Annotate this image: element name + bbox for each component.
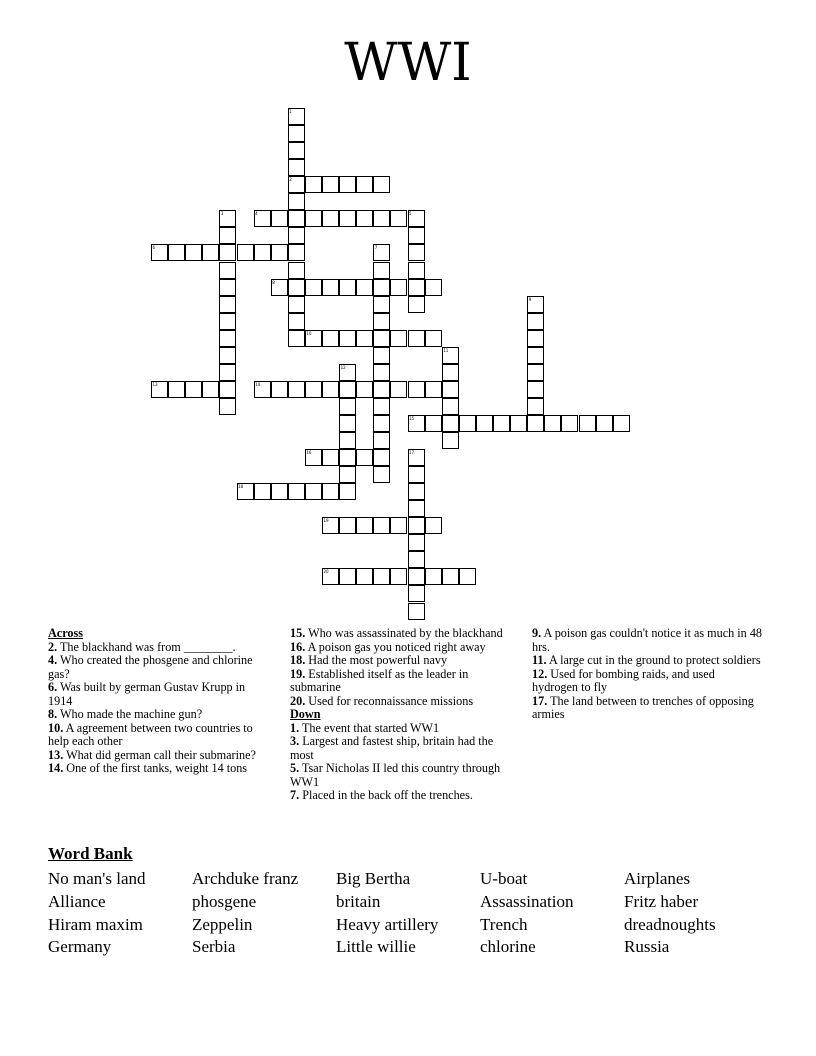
grid-cell[interactable]	[288, 193, 305, 210]
grid-cell[interactable]	[305, 279, 322, 296]
clue-item	[48, 749, 266, 763]
grid-cell[interactable]	[373, 517, 390, 534]
grid-cell[interactable]	[288, 313, 305, 330]
word-bank-item: Russia	[624, 937, 670, 957]
grid-cell[interactable]	[425, 415, 442, 432]
grid-cell[interactable]	[373, 364, 390, 381]
grid-cell[interactable]	[390, 568, 407, 585]
clue-number: 19.	[290, 666, 306, 681]
clue-item	[290, 641, 518, 655]
grid-cell[interactable]	[322, 381, 339, 398]
grid-cell[interactable]	[322, 176, 339, 193]
word-bank-item: Archduke franz	[192, 869, 299, 888]
grid-cell[interactable]	[493, 415, 510, 432]
clue-text: A poison gas couldn't notice it as much in 48 hrs.	[532, 626, 763, 654]
grid-cell[interactable]	[373, 176, 390, 193]
word-bank	[48, 844, 768, 959]
grid-cell[interactable]	[425, 517, 442, 534]
grid-cell[interactable]	[339, 398, 356, 415]
grid-cell[interactable]	[408, 483, 425, 500]
grid-cell[interactable]	[459, 415, 476, 432]
grid-cell[interactable]	[305, 483, 322, 500]
grid-cell[interactable]	[390, 210, 407, 227]
clues-column-2	[290, 627, 518, 803]
clue-number: 3.	[290, 734, 300, 748]
grid-cell[interactable]	[561, 415, 578, 432]
page-title: WWI	[344, 33, 472, 93]
clue-item	[48, 708, 266, 722]
clues-column-1	[48, 627, 266, 776]
grid-cell[interactable]	[425, 381, 442, 398]
clue-number: 9.	[532, 626, 542, 640]
grid-cell[interactable]	[425, 279, 442, 296]
clue-item	[290, 789, 518, 803]
grid-cell[interactable]	[373, 432, 390, 449]
grid-cell[interactable]	[288, 227, 305, 244]
grid-cell[interactable]	[202, 381, 219, 398]
grid-cell[interactable]	[339, 449, 356, 466]
grid-cell[interactable]	[408, 330, 425, 347]
grid-cell[interactable]	[408, 585, 425, 602]
grid-cell[interactable]	[339, 330, 356, 347]
grid-cell[interactable]	[356, 176, 373, 193]
grid-cell[interactable]	[288, 262, 305, 279]
grid-cell[interactable]	[373, 210, 390, 227]
clue-text: The land between to trenches of opposing armies	[532, 693, 754, 721]
grid-cell[interactable]	[185, 381, 202, 398]
grid-cell[interactable]	[373, 381, 390, 398]
clue-number: 12.	[532, 666, 548, 681]
clue-text: Established itself as the leader in submarine	[290, 666, 469, 694]
grid-cell[interactable]	[408, 466, 425, 483]
grid-cell[interactable]	[339, 210, 356, 227]
clue-item	[48, 762, 266, 776]
grid-cell[interactable]	[408, 227, 425, 244]
clue-item	[532, 627, 762, 654]
word-bank-item: dreadnoughts	[624, 914, 716, 934]
grid-cell[interactable]	[408, 296, 425, 313]
grid-cell[interactable]	[527, 364, 544, 381]
grid-cell[interactable]	[579, 415, 596, 432]
grid-cell[interactable]	[339, 279, 356, 296]
grid-cell[interactable]	[356, 568, 373, 585]
grid-cell[interactable]	[322, 210, 339, 227]
clue-text: Placed in the back off the trenches.	[302, 788, 473, 802]
grid-cell[interactable]	[425, 568, 442, 585]
clue-text: One of the first tanks, weight 14 tons	[66, 761, 248, 775]
clue-number: 17.	[532, 693, 548, 708]
grid-cell[interactable]	[305, 176, 322, 193]
word-bank-item: Fritz haber	[624, 891, 699, 911]
grid-cell[interactable]	[219, 381, 236, 398]
clue-text: Had the most powerful navy	[308, 653, 448, 667]
grid-cell[interactable]	[442, 364, 459, 381]
word-bank-item: Heavy artillery	[336, 914, 439, 934]
word-bank-item: Little willie	[336, 937, 416, 957]
word-bank-item: Hiram maxim	[48, 914, 143, 934]
grid-cell[interactable]	[408, 603, 425, 620]
grid-cell[interactable]	[219, 279, 236, 296]
grid-cell[interactable]	[271, 210, 288, 227]
clue-text: A large cut in the ground to protect soldiers	[548, 653, 761, 667]
grid-cell[interactable]	[288, 210, 305, 227]
clue-item	[48, 681, 266, 708]
clue-number-label: 10	[306, 330, 312, 336]
grid-cell[interactable]	[288, 330, 305, 347]
clue-number: 1.	[290, 720, 300, 735]
grid-cell[interactable]	[339, 415, 356, 432]
grid-cell[interactable]	[408, 534, 425, 551]
clue-item	[532, 654, 762, 668]
word-bank-item: No man's land	[48, 869, 146, 888]
grid-cell[interactable]	[305, 210, 322, 227]
grid-cell[interactable]	[373, 347, 390, 364]
word-bank-item: phosgene	[192, 891, 257, 911]
word-bank-item: U-boat	[480, 869, 528, 888]
grid-cell[interactable]	[373, 398, 390, 415]
grid-cell[interactable]	[322, 483, 339, 500]
grid-cell[interactable]	[339, 381, 356, 398]
clue-number: 6.	[48, 680, 58, 694]
grid-cell[interactable]	[254, 244, 271, 261]
grid-cell[interactable]	[219, 262, 236, 279]
clue-number: 10.	[48, 720, 64, 735]
grid-cell[interactable]	[408, 500, 425, 517]
clue-number-label: 7	[374, 245, 378, 251]
grid-cell[interactable]	[442, 415, 459, 432]
grid-cell[interactable]	[356, 279, 373, 296]
grid-cell[interactable]	[202, 244, 219, 261]
clue-item	[290, 762, 518, 789]
word-bank-list	[48, 868, 768, 959]
word-bank-item: Germany	[48, 937, 112, 957]
grid-cell[interactable]	[339, 432, 356, 449]
clue-item	[532, 668, 762, 695]
grid-cell[interactable]	[322, 330, 339, 347]
grid-cell[interactable]	[476, 415, 493, 432]
clue-text: A poison gas you noticed right away	[307, 639, 486, 654]
grid-cell[interactable]	[442, 381, 459, 398]
grid-cell[interactable]	[408, 381, 425, 398]
clue-item	[290, 722, 518, 736]
clue-number: 4.	[48, 653, 58, 667]
clue-number-label: 19	[323, 518, 329, 524]
clue-item	[290, 627, 518, 641]
grid-cell[interactable]	[596, 415, 613, 432]
word-bank-item: Trench	[480, 914, 528, 934]
clue-number: 20.	[290, 693, 306, 708]
grid-cell[interactable]	[356, 330, 373, 347]
clue-item	[48, 722, 266, 749]
clue-number-label: 16	[306, 450, 312, 455]
grid-cell[interactable]	[219, 330, 236, 347]
word-bank-item: Alliance	[48, 891, 106, 911]
clue-number-label: 5	[409, 211, 412, 217]
clue-text: Largest and fastest ship, britain had the most	[290, 734, 494, 762]
word-bank-item: Airplanes	[624, 869, 691, 888]
clue-text: Tsar Nicholas II led this country through WW1	[290, 761, 501, 789]
word-bank-item: Serbia	[192, 937, 236, 957]
clue-number-label: 15	[409, 415, 415, 421]
clue-text: Who created the phosgene and chlorine gas?	[48, 653, 253, 681]
grid-cell[interactable]	[356, 210, 373, 227]
clue-number-label: 8	[272, 279, 275, 285]
grid-cell[interactable]	[442, 432, 459, 449]
word-bank-item: chlorine	[480, 937, 536, 957]
grid-cell[interactable]	[613, 415, 630, 432]
clue-number-label: 12	[340, 364, 346, 370]
clue-item	[48, 654, 266, 681]
grid-cell[interactable]	[527, 398, 544, 415]
grid-cell[interactable]	[271, 381, 288, 398]
grid-cell[interactable]	[339, 483, 356, 500]
grid-cell[interactable]	[373, 568, 390, 585]
clue-number-label: 3	[220, 211, 224, 217]
grid-cell[interactable]	[339, 517, 356, 534]
across-clue-list-part-1	[48, 641, 266, 776]
grid-cell[interactable]	[408, 551, 425, 568]
grid-cell[interactable]	[442, 398, 459, 415]
clue-text: A agreement between two countries to help each other	[48, 720, 253, 748]
clue-number: 13.	[48, 747, 64, 762]
clue-number-label: 1	[289, 109, 292, 114]
clue-item	[290, 654, 518, 668]
grid-cell[interactable]	[390, 279, 407, 296]
grid-cell[interactable]	[373, 296, 390, 313]
clue-number-label: 4	[255, 211, 258, 217]
grid-cell[interactable]	[219, 244, 236, 261]
word-bank-item: Assassination	[480, 891, 574, 911]
grid-cell[interactable]	[408, 262, 425, 279]
grid-cell[interactable]	[356, 381, 373, 398]
grid-cell[interactable]	[527, 313, 544, 330]
clue-item	[48, 641, 266, 655]
clue-text: Used for reconnaissance missions	[308, 693, 474, 708]
grid-cell[interactable]	[288, 483, 305, 500]
clues-column-3	[532, 627, 762, 722]
grid-cell[interactable]	[305, 381, 322, 398]
grid-cell[interactable]	[527, 381, 544, 398]
grid-cell[interactable]	[390, 330, 407, 347]
clue-text: Who made the machine gun?	[59, 707, 203, 721]
grid-cell[interactable]	[356, 517, 373, 534]
grid-cell[interactable]	[168, 381, 185, 398]
grid-cell[interactable]	[288, 142, 305, 159]
grid-cell[interactable]	[373, 330, 390, 347]
word-bank-item: Zeppelin	[192, 914, 253, 934]
grid-cell[interactable]	[322, 449, 339, 466]
clue-number: 2.	[48, 639, 58, 654]
word-bank-item: britain	[336, 891, 381, 911]
clue-text: What did german call their submarine?	[66, 747, 256, 762]
grid-cell[interactable]	[219, 347, 236, 364]
down-clue-list-part-1	[290, 722, 518, 803]
clue-number-label: 20	[323, 569, 329, 575]
clue-number-label: 9	[528, 296, 532, 302]
word-bank-title: Word Bank	[48, 844, 133, 863]
grid-cell[interactable]	[408, 279, 425, 296]
clue-number: 14.	[48, 761, 64, 775]
grid-cell[interactable]	[373, 449, 390, 466]
grid-cell[interactable]	[271, 483, 288, 500]
grid-cell[interactable]	[442, 568, 459, 585]
clue-text: Was built by german Gustav Krupp in 1914	[48, 680, 246, 708]
grid-cell[interactable]	[527, 415, 544, 432]
grid-cell[interactable]	[219, 296, 236, 313]
word-bank-item: Big Bertha	[336, 869, 411, 888]
grid-cell[interactable]	[373, 262, 390, 279]
clue-number: 15.	[290, 626, 306, 640]
across-clue-list-part-2	[290, 627, 518, 708]
grid-cell[interactable]	[408, 517, 425, 534]
grid-cell[interactable]	[527, 330, 544, 347]
grid-cell[interactable]	[219, 364, 236, 381]
grid-cell[interactable]	[339, 176, 356, 193]
clue-number: 18.	[290, 653, 306, 667]
clue-number-label: 6	[152, 245, 156, 251]
grid-cell[interactable]	[373, 313, 390, 330]
grid-cell[interactable]	[288, 381, 305, 398]
grid-cell[interactable]	[254, 483, 271, 500]
down-heading: Down	[290, 707, 321, 721]
grid-cell[interactable]	[408, 244, 425, 261]
grid-cell[interactable]	[219, 313, 236, 330]
clue-number-label: 13	[152, 381, 158, 387]
clue-number-label: 18	[238, 484, 244, 490]
grid-cell[interactable]	[219, 398, 236, 415]
grid-cell[interactable]	[356, 449, 373, 466]
grid-cell[interactable]	[288, 244, 305, 261]
grid-cell[interactable]	[425, 330, 442, 347]
clue-item	[532, 695, 762, 722]
grid-cell[interactable]	[527, 347, 544, 364]
clue-number-label: 2	[289, 177, 292, 183]
clue-number: 7.	[290, 788, 300, 802]
clue-text: The blackhand was from ________.	[59, 639, 236, 654]
grid-cell[interactable]	[373, 279, 390, 296]
clue-item	[290, 668, 518, 695]
across-heading: Across	[48, 626, 83, 640]
grid-cell[interactable]	[510, 415, 527, 432]
clue-number: 11.	[532, 653, 547, 667]
down-clue-list-part-2	[532, 627, 762, 722]
grid-cell[interactable]	[390, 517, 407, 534]
grid-cell[interactable]	[288, 125, 305, 142]
clue-number-label: 14	[255, 381, 261, 387]
clue-number: 5.	[290, 761, 300, 775]
clue-text: Who was assassinated by the blackhand	[308, 626, 503, 640]
grid-cell[interactable]	[288, 296, 305, 313]
clue-number-label: 17	[409, 450, 415, 455]
grid-cell[interactable]	[219, 227, 236, 244]
grid-cell[interactable]	[408, 568, 425, 585]
grid-cell[interactable]	[373, 415, 390, 432]
clue-text: Used for bombing raids, and used hydrogen to fly	[532, 666, 715, 694]
grid-cell[interactable]	[339, 466, 356, 483]
grid-cell[interactable]	[459, 568, 476, 585]
grid-cell[interactable]	[271, 244, 288, 261]
clue-text: The event that started WW1	[301, 720, 440, 735]
grid-cell[interactable]	[168, 244, 185, 261]
clue-number: 16.	[290, 639, 306, 654]
grid-cell[interactable]	[544, 415, 561, 432]
grid-cell[interactable]	[339, 568, 356, 585]
grid-cell[interactable]	[185, 244, 202, 261]
grid-cell[interactable]	[390, 381, 407, 398]
grid-cell[interactable]	[322, 279, 339, 296]
clue-number: 8.	[48, 707, 58, 721]
grid-cell[interactable]	[288, 279, 305, 296]
clue-number-label: 11	[443, 347, 449, 353]
clue-item	[290, 695, 518, 709]
grid-cell[interactable]	[288, 159, 305, 176]
grid-cell[interactable]	[237, 244, 254, 261]
clue-item	[290, 735, 518, 762]
grid-cell[interactable]	[373, 466, 390, 483]
